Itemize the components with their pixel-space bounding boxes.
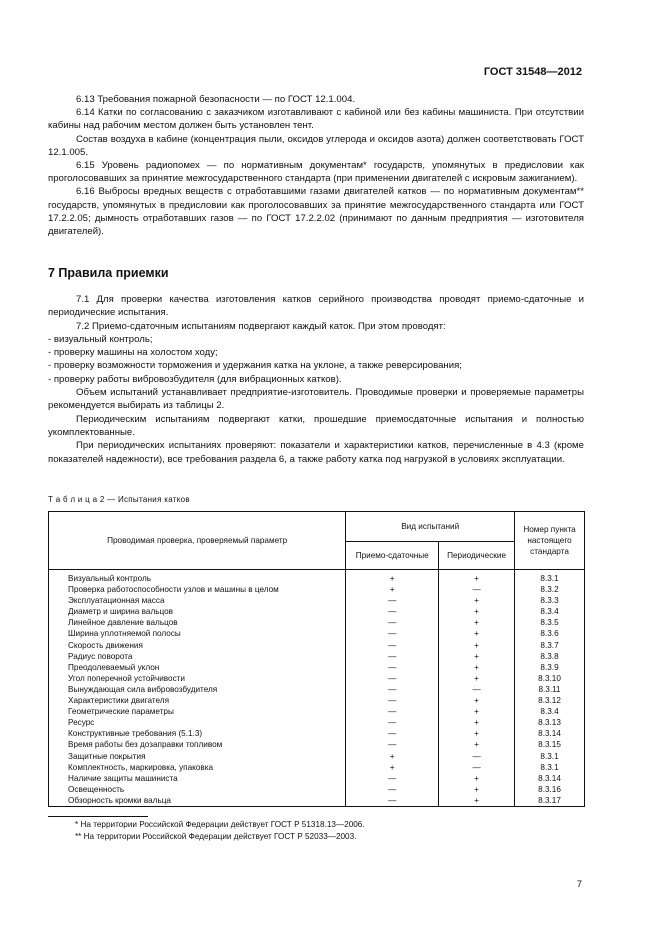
row-periodic: +	[439, 717, 515, 728]
table-row	[49, 717, 585, 728]
row-acceptance: —	[346, 795, 439, 807]
row-param: Наличие защиты машиниста	[49, 773, 346, 784]
row-periodic: +	[439, 662, 515, 673]
row-acceptance: +	[346, 570, 439, 585]
row-acceptance: +	[346, 584, 439, 595]
row-acceptance: —	[346, 651, 439, 662]
row-periodic: —	[439, 762, 515, 773]
paragraph: 7.1 Для проверки качества изготовления катков серийного производства проводят приемо-сдаточные и периодические испытания.	[48, 294, 584, 319]
table-row	[49, 751, 585, 762]
row-periodic: +	[439, 606, 515, 617]
row-clause: 8.3.6	[515, 628, 585, 639]
row-param: Вынуждающая сила вибровозбудителя	[49, 684, 346, 695]
tests-table	[48, 511, 585, 807]
row-acceptance: +	[346, 751, 439, 762]
row-clause: 8.3.1	[515, 762, 585, 773]
table-row	[49, 684, 585, 695]
row-acceptance: —	[346, 773, 439, 784]
row-clause: 8.3.8	[515, 651, 585, 662]
row-param: Преодолеваемый уклон	[49, 662, 346, 673]
row-clause: 8.3.9	[515, 662, 585, 673]
row-acceptance: —	[346, 595, 439, 606]
list-item: - проверку возможности торможения и удержания катка на уклоне, а также реверсирования;	[48, 360, 462, 372]
table-row	[49, 673, 585, 684]
row-clause: 8.3.14	[515, 728, 585, 739]
paragraph: Объем испытаний устанавливает предприятие-изготовитель. Проводимые проверки и проверяемые параметры рекомендуется выбирать из таблицы 2.	[48, 387, 584, 412]
row-clause: 8.3.2	[515, 584, 585, 595]
footnotes	[75, 819, 365, 842]
header-periodic: Периодические	[439, 542, 515, 570]
row-clause: 8.3.7	[515, 640, 585, 651]
table-row	[49, 728, 585, 739]
table-caption: Т а б л и ц а 2 — Испытания катков	[48, 495, 190, 504]
row-clause: 8.3.3	[515, 595, 585, 606]
row-clause: 8.3.16	[515, 784, 585, 795]
paragraph: Периодическим испытаниям подвергают катки, прошедшие приемосдаточные испытания и полностью укомплектованные.	[48, 413, 584, 438]
row-param: Освещенность	[49, 784, 346, 795]
table-row	[49, 773, 585, 784]
table-row	[49, 628, 585, 639]
row-periodic: +	[439, 773, 515, 784]
row-param: Ресурс	[49, 717, 346, 728]
row-clause: 8.3.1	[515, 751, 585, 762]
table-row	[49, 640, 585, 651]
row-param: Проверка работоспособности узлов и машины в целом	[49, 584, 346, 595]
paragraph: Состав воздуха в кабине (концентрация пыли, оксидов углерода и оксидов азота) должен соответствовать ГОСТ 12.1.005.	[48, 133, 584, 158]
row-clause: 8.3.12	[515, 695, 585, 706]
row-param: Диаметр и ширина вальцов	[49, 606, 346, 617]
row-acceptance: —	[346, 739, 439, 750]
row-acceptance: —	[346, 662, 439, 673]
row-acceptance: —	[346, 717, 439, 728]
table-row	[49, 651, 585, 662]
row-clause: 8.3.11	[515, 684, 585, 695]
row-clause: 8.3.15	[515, 739, 585, 750]
row-param: Линейное давление вальцов	[49, 617, 346, 628]
row-param: Защитные покрытия	[49, 751, 346, 762]
footnote-divider	[48, 816, 148, 817]
row-acceptance: —	[346, 684, 439, 695]
paragraph: 6.14 Катки по согласованию с заказчиком изготавливают с кабиной или без кабины машиниста. При отсутствии кабины над рабочим местом должен быть установлен тент.	[48, 107, 584, 132]
row-clause: 8.3.4	[515, 706, 585, 717]
table-row	[49, 695, 585, 706]
body-text-section	[48, 293, 584, 466]
row-acceptance: —	[346, 673, 439, 684]
paragraph: 7.2 Приемо-сдаточным испытаниям подвергают каждый каток. При этом проводят:	[76, 320, 446, 332]
row-periodic: +	[439, 739, 515, 750]
row-clause: 8.3.5	[515, 617, 585, 628]
paragraph: При периодических испытаниях проверяют: показатели и характеристики катков, перечисленные в 4.3 (кроме показателей надежности), все требования раздела 6, а также работу катка под нагрузкой в условиях эксплуатации.	[48, 440, 584, 465]
row-param: Визуальный контроль	[49, 570, 346, 585]
header-test-type: Вид испытаний	[346, 512, 515, 542]
row-periodic: —	[439, 751, 515, 762]
row-periodic: +	[439, 651, 515, 662]
page-number: 7	[576, 879, 582, 890]
row-param: Конструктивные требования (5.1.3)	[49, 728, 346, 739]
table-row	[49, 784, 585, 795]
table-row	[49, 662, 585, 673]
footnote: ** На территории Российской Федерации действует ГОСТ Р 52033—2003.	[75, 831, 357, 841]
row-periodic: +	[439, 570, 515, 585]
row-clause: 8.3.13	[515, 717, 585, 728]
table-row	[49, 570, 585, 585]
table-row	[49, 584, 585, 595]
row-periodic: —	[439, 684, 515, 695]
row-clause: 8.3.10	[515, 673, 585, 684]
row-param: Эксплуатационная масса	[49, 595, 346, 606]
table-row	[49, 595, 585, 606]
table-row	[49, 795, 585, 807]
row-param: Геометрические параметры	[49, 706, 346, 717]
row-acceptance: —	[346, 640, 439, 651]
row-periodic: +	[439, 706, 515, 717]
row-periodic: +	[439, 640, 515, 651]
section-title: 7 Правила приемки	[48, 266, 169, 280]
row-periodic: +	[439, 695, 515, 706]
list-item: - проверку работы вибровозбудителя (для вибрационных катков).	[48, 373, 342, 385]
row-acceptance: —	[346, 617, 439, 628]
row-periodic: +	[439, 728, 515, 739]
header-acceptance: Приемо-сдаточные	[346, 542, 439, 570]
row-param: Время работы без дозаправки топливом	[49, 739, 346, 750]
row-acceptance: —	[346, 606, 439, 617]
row-periodic: +	[439, 673, 515, 684]
body-text-top	[48, 93, 584, 238]
row-acceptance: —	[346, 628, 439, 639]
row-periodic: +	[439, 595, 515, 606]
row-clause: 8.3.4	[515, 606, 585, 617]
paragraph: 6.13 Требования пожарной безопасности — по ГОСТ 12.1.004.	[76, 94, 356, 105]
row-clause: 8.3.17	[515, 795, 585, 807]
row-acceptance: —	[346, 706, 439, 717]
row-clause: 8.3.1	[515, 570, 585, 585]
row-param: Комплектность, маркировка, упаковка	[49, 762, 346, 773]
table-row	[49, 706, 585, 717]
row-param: Скорость движения	[49, 640, 346, 651]
row-acceptance: —	[346, 728, 439, 739]
row-clause: 8.3.14	[515, 773, 585, 784]
document-code: ГОСТ 31548—2012	[483, 66, 582, 78]
row-acceptance: +	[346, 762, 439, 773]
table-row	[49, 617, 585, 628]
row-param: Радиус поворота	[49, 651, 346, 662]
list-item: - визуальный контроль;	[48, 333, 153, 345]
header-param: Проводимая проверка, проверяемый параметр	[49, 512, 346, 570]
paragraph: 6.16 Выбросы вредных веществ с отработавшими газами двигателей катков — по нормативным документам** государств, упомянутых в предисловии как проголосовавших за принятие межгосударственного стандарта или ГОСТ 17.2.2.05; дымность отработавших газов — по ГОСТ 17.2.2.02 (принимают по данным предприятия — изготовителя двигателей).	[48, 186, 584, 238]
row-periodic: —	[439, 584, 515, 595]
row-param: Ширина уплотняемой полосы	[49, 628, 346, 639]
table-row	[49, 739, 585, 750]
row-periodic: +	[439, 795, 515, 807]
paragraph: 6.15 Уровень радиопомех — по нормативным документам* государств, упомянутых в предисловии как проголосовавших за принятие межгосударственного стандарта (при применении двигателей с искровым зажиганием).	[48, 160, 584, 185]
footnote: * На территории Российской Федерации действует ГОСТ Р 51318.13—2006.	[75, 820, 365, 829]
row-periodic: +	[439, 628, 515, 639]
row-param: Угол поперечной устойчивости	[49, 673, 346, 684]
header-clause: Номер пункта настоящего стандарта	[515, 512, 585, 570]
row-periodic: +	[439, 784, 515, 795]
row-acceptance: —	[346, 695, 439, 706]
table-row	[49, 762, 585, 773]
row-periodic: +	[439, 617, 515, 628]
row-param: Обзорность кромки вальца	[49, 795, 346, 807]
row-param: Характеристики двигателя	[49, 695, 346, 706]
table-body	[49, 570, 585, 807]
table-row	[49, 606, 585, 617]
list-item: - проверку машины на холостом ходу;	[48, 347, 218, 359]
row-acceptance: —	[346, 784, 439, 795]
